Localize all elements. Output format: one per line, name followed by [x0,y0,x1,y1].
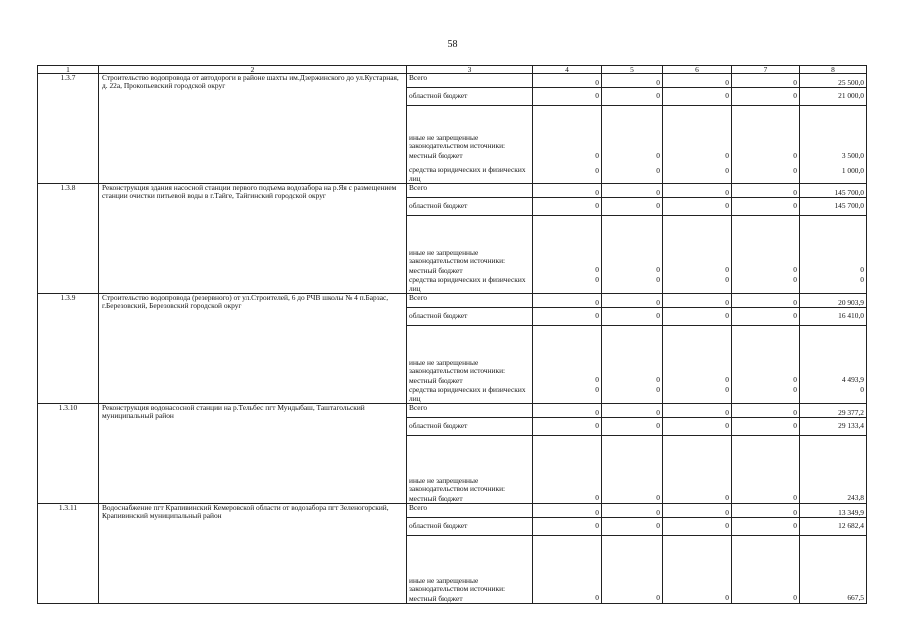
source-regional-label: областной бюджет [407,198,533,216]
regional-value: 0 [663,418,732,436]
local-value: 0 [793,265,797,275]
other-values-cell [800,326,867,404]
project-name: Реконструкция водонасосной станции на р.Тельбес пгт Мундыбаш, Таштагольский муниципальный район [99,404,407,504]
project-row-total [38,294,867,308]
source-other-cell [407,436,533,504]
source-other-label: иные не запрещенные законодательством источники: [409,357,506,376]
source-local-label: местный бюджет [409,150,463,160]
legal-value: 1 000,0 [841,165,864,175]
other-values-cell [663,436,732,504]
regional-value: 16 410,0 [800,308,867,326]
regional-value: 145 700,0 [800,198,867,216]
source-other-label: иные не запрещенные законодательством источники: [409,132,506,151]
other-values-cell [602,536,663,604]
regional-value: 0 [732,518,800,536]
regional-value: 0 [732,308,800,326]
other-values-cell [602,106,663,184]
legal-value: 0 [725,384,729,394]
local-value: 0 [725,592,729,602]
project-number: 1.3.9 [38,294,99,404]
local-value: 0 [595,492,599,502]
total-value: 0 [663,74,732,88]
regional-value: 0 [663,518,732,536]
regional-value: 21 000,0 [800,88,867,106]
local-value: 0 [656,592,660,602]
source-regional-label: областной бюджет [407,88,533,106]
other-values-cell [800,216,867,294]
local-value: 4 493,9 [841,375,864,385]
header-cell: 7 [732,66,800,74]
regional-value: 0 [602,418,663,436]
local-value: 0 [725,265,729,275]
legal-value: 0 [595,384,599,394]
source-total-label: Всего [407,184,533,198]
legal-value: 0 [725,165,729,175]
project-row-total [38,74,867,88]
total-value: 0 [663,294,732,308]
total-value: 0 [533,184,602,198]
source-other-cell [407,216,533,294]
other-values-cell [533,106,602,184]
legal-value: 0 [595,165,599,175]
legal-value: 0 [793,274,797,284]
source-local-label: местный бюджет [409,265,463,275]
other-values-cell [533,326,602,404]
other-values-cell [800,436,867,504]
other-values-cell [800,106,867,184]
header-cell: 1 [38,66,99,74]
source-total-label: Всего [407,404,533,418]
total-value: 0 [732,184,800,198]
other-values-cell [663,536,732,604]
total-value: 0 [663,504,732,518]
total-value: 0 [602,294,663,308]
local-value: 0 [656,375,660,385]
regional-value: 12 682,4 [800,518,867,536]
local-value: 3 500,0 [841,151,864,161]
total-value: 0 [732,504,800,518]
total-value: 20 903,9 [800,294,867,308]
local-value: 0 [725,492,729,502]
local-value: 0 [725,151,729,161]
other-values-cell [800,536,867,604]
local-value: 0 [656,151,660,161]
total-value: 25 500,0 [800,74,867,88]
regional-value: 0 [602,518,663,536]
other-values-cell [602,326,663,404]
total-value: 0 [663,184,732,198]
total-value: 0 [533,404,602,418]
header-cell: 4 [533,66,602,74]
header-cell: 8 [800,66,867,74]
other-values-cell [732,106,800,184]
regional-value: 0 [663,88,732,106]
regional-value: 0 [732,88,800,106]
total-value: 13 349,9 [800,504,867,518]
total-value: 0 [602,184,663,198]
regional-value: 0 [533,308,602,326]
source-other-cell [407,536,533,604]
project-name: Реконструкция здания насосной станции первого подъема водозабора на р.Яя с размещением станции очистки питьевой воды в г.Тайге, Тайгинский городской округ [99,184,407,294]
other-values-cell [663,106,732,184]
legal-value: 0 [860,384,864,394]
other-values-cell [602,216,663,294]
local-value: 0 [595,375,599,385]
total-value: 0 [663,404,732,418]
regional-value: 0 [533,198,602,216]
other-values-cell [732,436,800,504]
project-number: 1.3.10 [38,404,99,504]
total-value: 0 [533,74,602,88]
total-value: 0 [732,74,800,88]
header-cell: 5 [602,66,663,74]
source-other-label: иные не запрещенные законодательством источники: [409,475,506,494]
source-regional-label: областной бюджет [407,418,533,436]
local-value: 0 [595,265,599,275]
source-local-label: местный бюджет [409,593,463,603]
local-value: 0 [860,265,864,275]
local-value: 0 [793,151,797,161]
regional-value: 0 [533,88,602,106]
legal-value: 0 [793,384,797,394]
local-value: 0 [656,492,660,502]
source-legal-label: средства юридических и физических лиц [409,275,526,293]
source-other-cell [407,326,533,404]
other-values-cell [533,216,602,294]
legal-value: 0 [725,274,729,284]
project-row-total [38,504,867,518]
legal-value: 0 [860,274,864,284]
other-values-cell [663,326,732,404]
total-value: 0 [533,504,602,518]
other-values-cell [732,536,800,604]
source-other-label: иные не запрещенные законодательством источники: [409,247,506,266]
local-value: 667,5 [847,592,864,602]
regional-value: 0 [663,308,732,326]
source-other-label: иные не запрещенные законодательством источники: [409,575,506,594]
regional-value: 0 [533,518,602,536]
local-value: 0 [595,151,599,161]
source-local-label: местный бюджет [409,493,463,503]
project-row-total [38,404,867,418]
source-legal-label: средства юридических и физических лиц [409,385,526,403]
other-values-cell [732,326,800,404]
other-values-cell [732,216,800,294]
source-regional-label: областной бюджет [407,518,533,536]
source-other-cell [407,106,533,184]
page-number: 58 [447,39,458,50]
total-value: 29 377,2 [800,404,867,418]
source-local-label: местный бюджет [409,375,463,385]
local-value: 0 [793,492,797,502]
project-number: 1.3.11 [38,504,99,604]
other-values-cell [533,436,602,504]
header-cell: 6 [663,66,732,74]
legal-value: 0 [656,274,660,284]
total-value: 145 700,0 [800,184,867,198]
header-cell: 2 [99,66,407,74]
regional-value: 0 [602,308,663,326]
source-total-label: Всего [407,504,533,518]
source-total-label: Всего [407,294,533,308]
regional-value: 0 [732,198,800,216]
source-total-label: Всего [407,74,533,88]
legal-value: 0 [595,274,599,284]
other-values-cell [602,436,663,504]
other-values-cell [533,536,602,604]
project-name: Строительство водопровода от автодороги в районе шахты им.Дзержинского до ул.Кустарная, д. 22а, Прокопьевский городской округ [99,74,407,184]
legal-value: 0 [793,165,797,175]
project-number: 1.3.7 [38,74,99,184]
project-number: 1.3.8 [38,184,99,294]
project-name: Строительство водопровода (резервного) от ул.Строителей, 6 до РЧВ школы № 4 п.Барзас, г.Березовский, Березовский городской округ [99,294,407,404]
local-value: 0 [595,592,599,602]
project-row-total [38,184,867,198]
local-value: 0 [725,375,729,385]
total-value: 0 [602,504,663,518]
legal-value: 0 [656,384,660,394]
regional-value: 0 [602,88,663,106]
total-value: 0 [533,294,602,308]
regional-value: 0 [732,418,800,436]
regional-value: 0 [602,198,663,216]
total-value: 0 [602,74,663,88]
local-value: 0 [793,592,797,602]
local-value: 0 [656,265,660,275]
total-value: 0 [732,294,800,308]
local-value: 0 [793,375,797,385]
source-legal-label: средства юридических и физических лиц [409,165,526,183]
header-cell: 3 [407,66,533,74]
regional-value: 29 133,4 [800,418,867,436]
regional-value: 0 [663,198,732,216]
other-values-cell [663,216,732,294]
local-value: 243,8 [847,492,864,502]
legal-value: 0 [656,165,660,175]
regional-value: 0 [533,418,602,436]
source-regional-label: областной бюджет [407,308,533,326]
total-value: 0 [602,404,663,418]
budget-table [37,65,867,604]
total-value: 0 [732,404,800,418]
project-name: Водоснабжение пгт Крапивинский Кемеровской области от водозабора пгт Зеленогорский, Крапивинский муниципальный район [99,504,407,604]
